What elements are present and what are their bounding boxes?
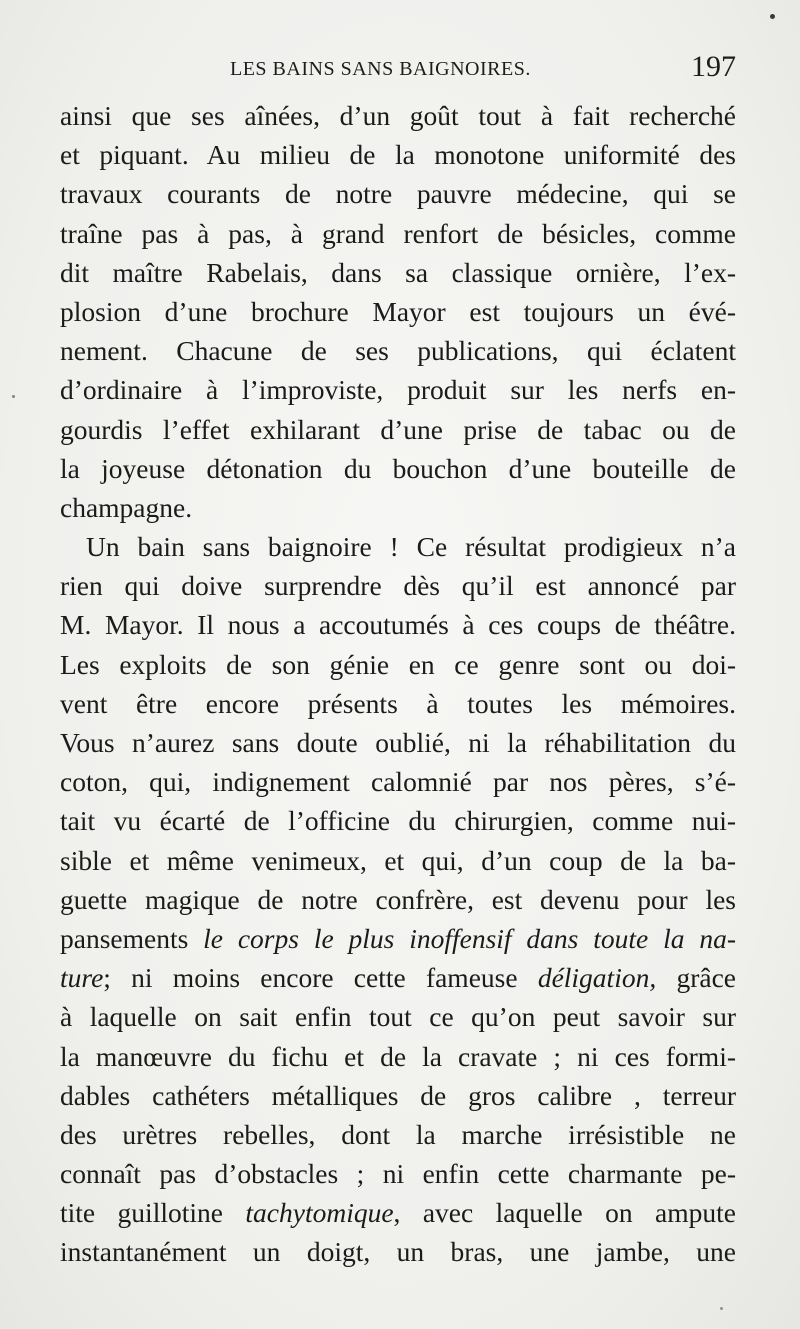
body-text — [60, 96, 736, 1272]
italic-text: déligation, — [537, 962, 657, 994]
text-line — [60, 958, 736, 997]
text-segment: grâce — [656, 962, 736, 994]
text-segment: M. Mayor. Il nous a accoutumés à ces coups de théâtre. — [60, 609, 736, 641]
text-line — [60, 135, 736, 174]
text-segment: pansements — [60, 922, 204, 954]
text-segment: connaît pas d’obstacles ; ni enfin cette charmante pe- — [60, 1158, 736, 1190]
text-line — [60, 292, 736, 331]
running-head: LES BAINS SANS BAIGNOIRES. — [230, 58, 531, 80]
text-line — [60, 1037, 736, 1076]
text-line — [60, 488, 736, 527]
text-line — [60, 605, 736, 644]
text-line — [60, 527, 736, 566]
text-segment: ainsi que ses aînées, d’un goût tout à fait recherché — [60, 100, 736, 131]
text-segment: des urètres rebelles, dont la marche irrésistible ne — [60, 1118, 736, 1150]
text-segment: tite guillotine — [60, 1197, 246, 1229]
text-segment: et piquant. Au milieu de la monotone uniformité des — [60, 139, 736, 171]
text-segment: Un bain sans baignoire ! Ce résultat prodigieux n’a — [86, 531, 736, 563]
text-line — [60, 331, 736, 370]
italic-text: tachytomique — [245, 1197, 394, 1229]
text-segment: ; ni moins encore cette fameuse — [103, 962, 538, 994]
text-line — [60, 1154, 736, 1193]
text-line — [60, 723, 736, 762]
text-segment: tait vu écarté de l’officine du chirurgien, comme nui- — [60, 805, 736, 837]
text-line — [60, 645, 736, 684]
text-segment: , avec laquelle on ampute — [393, 1197, 736, 1229]
text-segment: dables cathéters métalliques de gros calibre , terreur — [60, 1079, 736, 1111]
text-line — [60, 841, 736, 880]
page-header — [60, 50, 736, 90]
text-segment: Vous n’aurez sans doute oublié, ni la réhabilitation du — [60, 727, 736, 758]
text-segment: instantanément un doigt, un bras, une jambe, une — [60, 1236, 736, 1268]
text-line — [60, 762, 736, 801]
print-speck — [770, 14, 775, 19]
text-segment: gourdis l’effet exhilarant d’une prise de tabac ou de — [60, 413, 736, 445]
text-line — [60, 1232, 736, 1271]
text-segment: plosion d’une brochure Mayor est toujours un évé- — [60, 295, 736, 327]
text-segment: sible et même venimeux, et qui, d’un coup de la ba- — [60, 844, 736, 876]
text-line — [60, 919, 736, 958]
text-segment: la manœuvre du fichu et de la cravate ; ni ces formi- — [60, 1040, 736, 1072]
text-line — [60, 174, 736, 213]
print-speck — [720, 1307, 723, 1310]
text-segment: nement. Chacune de ses publications, qui éclatent — [60, 335, 736, 367]
text-segment: traîne pas à pas, à grand renfort de bésicles, comme — [60, 217, 736, 249]
text-line — [60, 410, 736, 449]
text-segment: d’ordinaire à l’improviste, produit sur les nerfs en- — [60, 374, 736, 406]
text-line — [60, 1193, 736, 1232]
text-segment: à laquelle on sait enfin tout ce qu’on peut savoir sur — [60, 1001, 736, 1033]
text-line — [60, 1076, 736, 1115]
text-line — [60, 880, 736, 919]
text-segment: vent être encore présents à toutes les mémoires. — [60, 687, 736, 719]
italic-text: ture — [60, 962, 104, 994]
print-speck — [12, 395, 15, 398]
text-line — [60, 96, 736, 135]
text-line — [60, 253, 736, 292]
text-segment: coton, qui, indignement calomnié par nos pères, s’é- — [60, 766, 736, 798]
text-segment: rien qui doive surprendre dès qu’il est annoncé par — [60, 570, 736, 602]
text-segment: dit maître Rabelais, dans sa classique ornière, l’ex- — [60, 256, 736, 288]
text-line — [60, 997, 736, 1036]
page-number: 197 — [691, 50, 736, 83]
text-line — [60, 684, 736, 723]
text-segment: travaux courants de notre pauvre médecine, qui se — [60, 178, 736, 210]
text-line — [60, 1115, 736, 1154]
text-line — [60, 370, 736, 409]
italic-text: le corps le plus inoffensif dans toute la na- — [203, 922, 736, 954]
text-line — [60, 566, 736, 605]
text-segment: guette magique de notre confrère, est devenu pour les — [60, 883, 736, 915]
text-line — [60, 449, 736, 488]
text-segment: la joyeuse détonation du bouchon d’une bouteille de — [60, 452, 736, 484]
text-segment: Les exploits de son génie en ce genre sont ou doi- — [60, 648, 736, 680]
text-line — [60, 801, 736, 840]
text-line — [60, 214, 736, 253]
text-segment: champagne. — [60, 491, 193, 523]
